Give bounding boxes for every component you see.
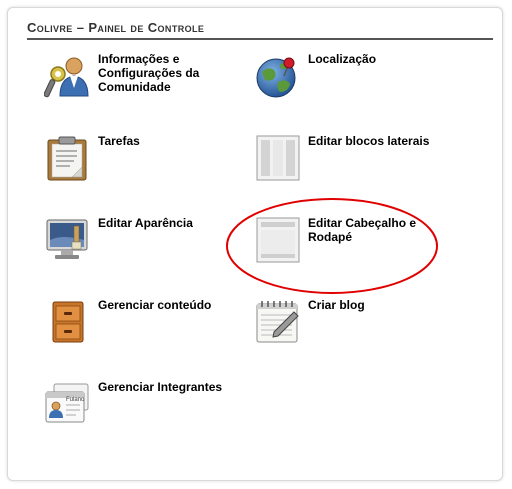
menu-item-label: Gerenciar Integrantes [98, 380, 223, 394]
menu-item-label: Editar blocos laterais [308, 134, 430, 148]
menu-item-label: Criar blog [308, 298, 365, 312]
menu-item-label: Editar Aparência [98, 216, 193, 230]
side-blocks-icon [254, 134, 302, 182]
menu-item-informacoes[interactable] [44, 52, 244, 102]
member-cards-icon [44, 380, 92, 428]
menu-item-cabecalho[interactable] [254, 216, 454, 266]
menu-item-aparencia[interactable] [44, 216, 244, 266]
menu-item-label: Gerenciar conteúdo [98, 298, 212, 312]
globe-pin-icon [254, 52, 302, 100]
menu-item-tarefas[interactable] [44, 134, 244, 184]
monitor-brush-icon [44, 216, 92, 264]
header-footer-icon [254, 216, 302, 264]
card-name-text: Fulano [66, 397, 85, 403]
menu-item-label: Tarefas [98, 134, 140, 148]
file-cabinet-icon [44, 298, 92, 346]
menu-item-conteudo[interactable] [44, 298, 244, 348]
community-settings-icon [44, 52, 92, 100]
menu-item-integrantes[interactable] [44, 380, 244, 430]
panel-title: Colivre – Painel de Controle [27, 20, 493, 40]
menu-item-blog[interactable] [254, 298, 454, 348]
notepad-pencil-icon [254, 298, 302, 346]
menu-item-label: Editar Cabeçalho e Rodapé [308, 216, 417, 244]
clipboard-icon [44, 134, 92, 182]
menu-item-label: Localização [308, 52, 377, 66]
menu-item-label: Informações e Configurações da Comunidade [98, 52, 200, 94]
menu-item-localizacao[interactable] [254, 52, 454, 102]
menu-item-blocos-laterais[interactable] [254, 134, 454, 184]
